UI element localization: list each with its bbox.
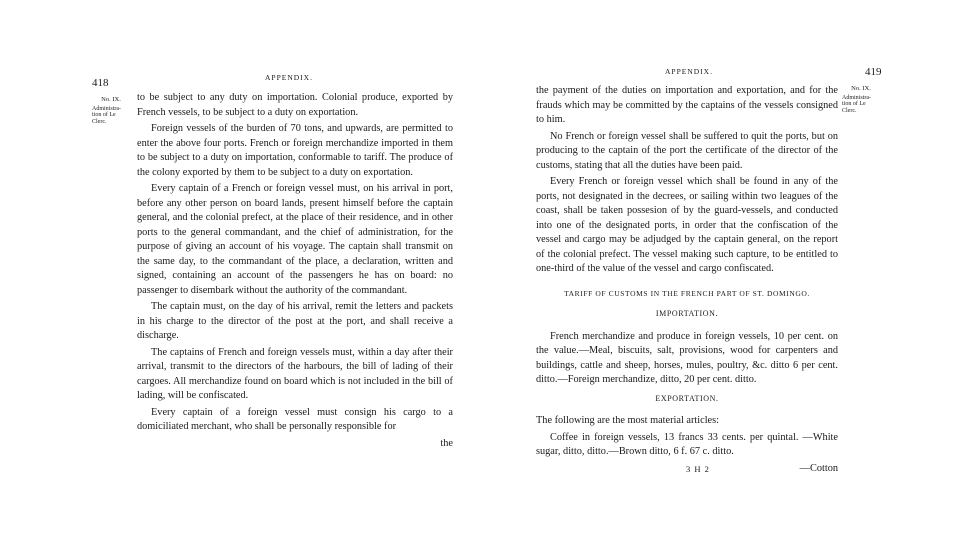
exportation-heading: EXPORTATION.	[655, 393, 719, 403]
side-note-text: Administra-tion of Le Clerc.	[92, 105, 121, 125]
right-page	[490, 0, 980, 535]
importation-paragraph: French merchandize and produce in foreign vessels, 10 per cent. on the value.—Meal, biscuits, salt, provisions, wood for carpenters and buildings, cattle and sheep, horses, mules, poultry, &c. ditto 6 per cent. ditto.—Foreign merchandize, ditto, 20 per cent. ditto.	[536, 330, 838, 385]
exportation-intro: The following are the most material articles:	[536, 415, 719, 426]
side-note-left	[92, 97, 130, 125]
importation-heading: IMPORTATION.	[655, 309, 719, 318]
catchword-right: —Cotton	[799, 462, 838, 474]
paragraph: Every French or foreign vessel which shall be found in any of the ports, not designated in the decrees, or sailing within two leagues of the coast, shall be taken possesion of by the guard-vessels, and conducted into one of the designated ports, in order that the confiscation of the vessel and cargo may be adjudged by the captain general, on the report of the colonial prefect. The vessel making such capture, to be entitled to one-third of the value of the vessel and cargo confiscated.	[536, 176, 838, 274]
page-number-left: 418	[92, 77, 109, 89]
paragraph: Foreign vessels of the burden of 70 tons, and upwards, are permitted to enter the above four ports. French or foreign merchandize imported in them to be subject to a duty on importation, conformable to tariff. The produce of the colony exported by them to be subject to a duty on exportation.	[137, 123, 453, 178]
side-note-right	[842, 86, 880, 114]
catchword-left: the	[440, 437, 453, 449]
running-head-left: APPENDIX.	[265, 73, 313, 82]
paragraph: The captains of French and foreign vessels must, within a day after their arrival, transmit to the directors of the harbours, the bill of lading of their cargoes. All merchandize found on board which is not included in the bill of lading, will be confiscated.	[137, 346, 453, 401]
tariff-heading: TARIFF OF CUSTOMS IN THE FRENCH PART OF ST. DOMINGO.	[564, 288, 810, 298]
running-head-right: APPENDIX.	[665, 67, 713, 76]
paragraph: Every captain of a French or foreign vessel must, on his arrival in port, before any other person on board lands, present himself before the captain general, and the colonial prefect, at the place of their residence, and in other ports to the general commandant, and the chief of administration, for the purpose of giving an account of his voyage. The captain shall transmit on the same day, to the commandant of the place, a declaration, written and signed, containing an account of the passengers he has on board: no passenger to disembark without the authority of the commandant.	[137, 183, 453, 296]
side-note-number: No. IX.	[851, 85, 871, 92]
page-number-right: 419	[865, 66, 882, 78]
paragraph: Every captain of a foreign vessel must consign his cargo to a domiciliated merchant, who shall be personally responsible for	[137, 406, 453, 432]
side-note-number: No. IX.	[101, 96, 121, 103]
paragraph: the payment of the duties on importation and exportation, and for the frauds which may be committed by the captains of the vessels consigned to him.	[536, 85, 838, 125]
right-page-body	[536, 84, 838, 476]
signature-mark: 3 H 2	[686, 463, 710, 474]
side-note-text: Administra-tion of Le Clerc.	[842, 94, 871, 114]
paragraph: No French or foreign vessel shall be suffered to quit the ports, but on producing to the captain of the port the certificate of the director of the customs, stating that all the duties have been paid.	[536, 130, 838, 171]
paragraph: The captain must, on the day of his arrival, remit the letters and packets in his charge to the director of the post at the port, and shall receive a discharge.	[137, 301, 453, 341]
paragraph: to be subject to any duty on importation. Colonial produce, exported by French vessels, to be subject to a duty on exportation.	[137, 92, 453, 118]
left-page-body	[137, 91, 453, 451]
page-footer	[536, 462, 838, 476]
exportation-paragraph: Coffee in foreign vessels, 13 francs 33 cents. per quintal. —White sugar, ditto, ditto.—Brown ditto, 6 f. 67 c. ditto.	[536, 431, 838, 457]
